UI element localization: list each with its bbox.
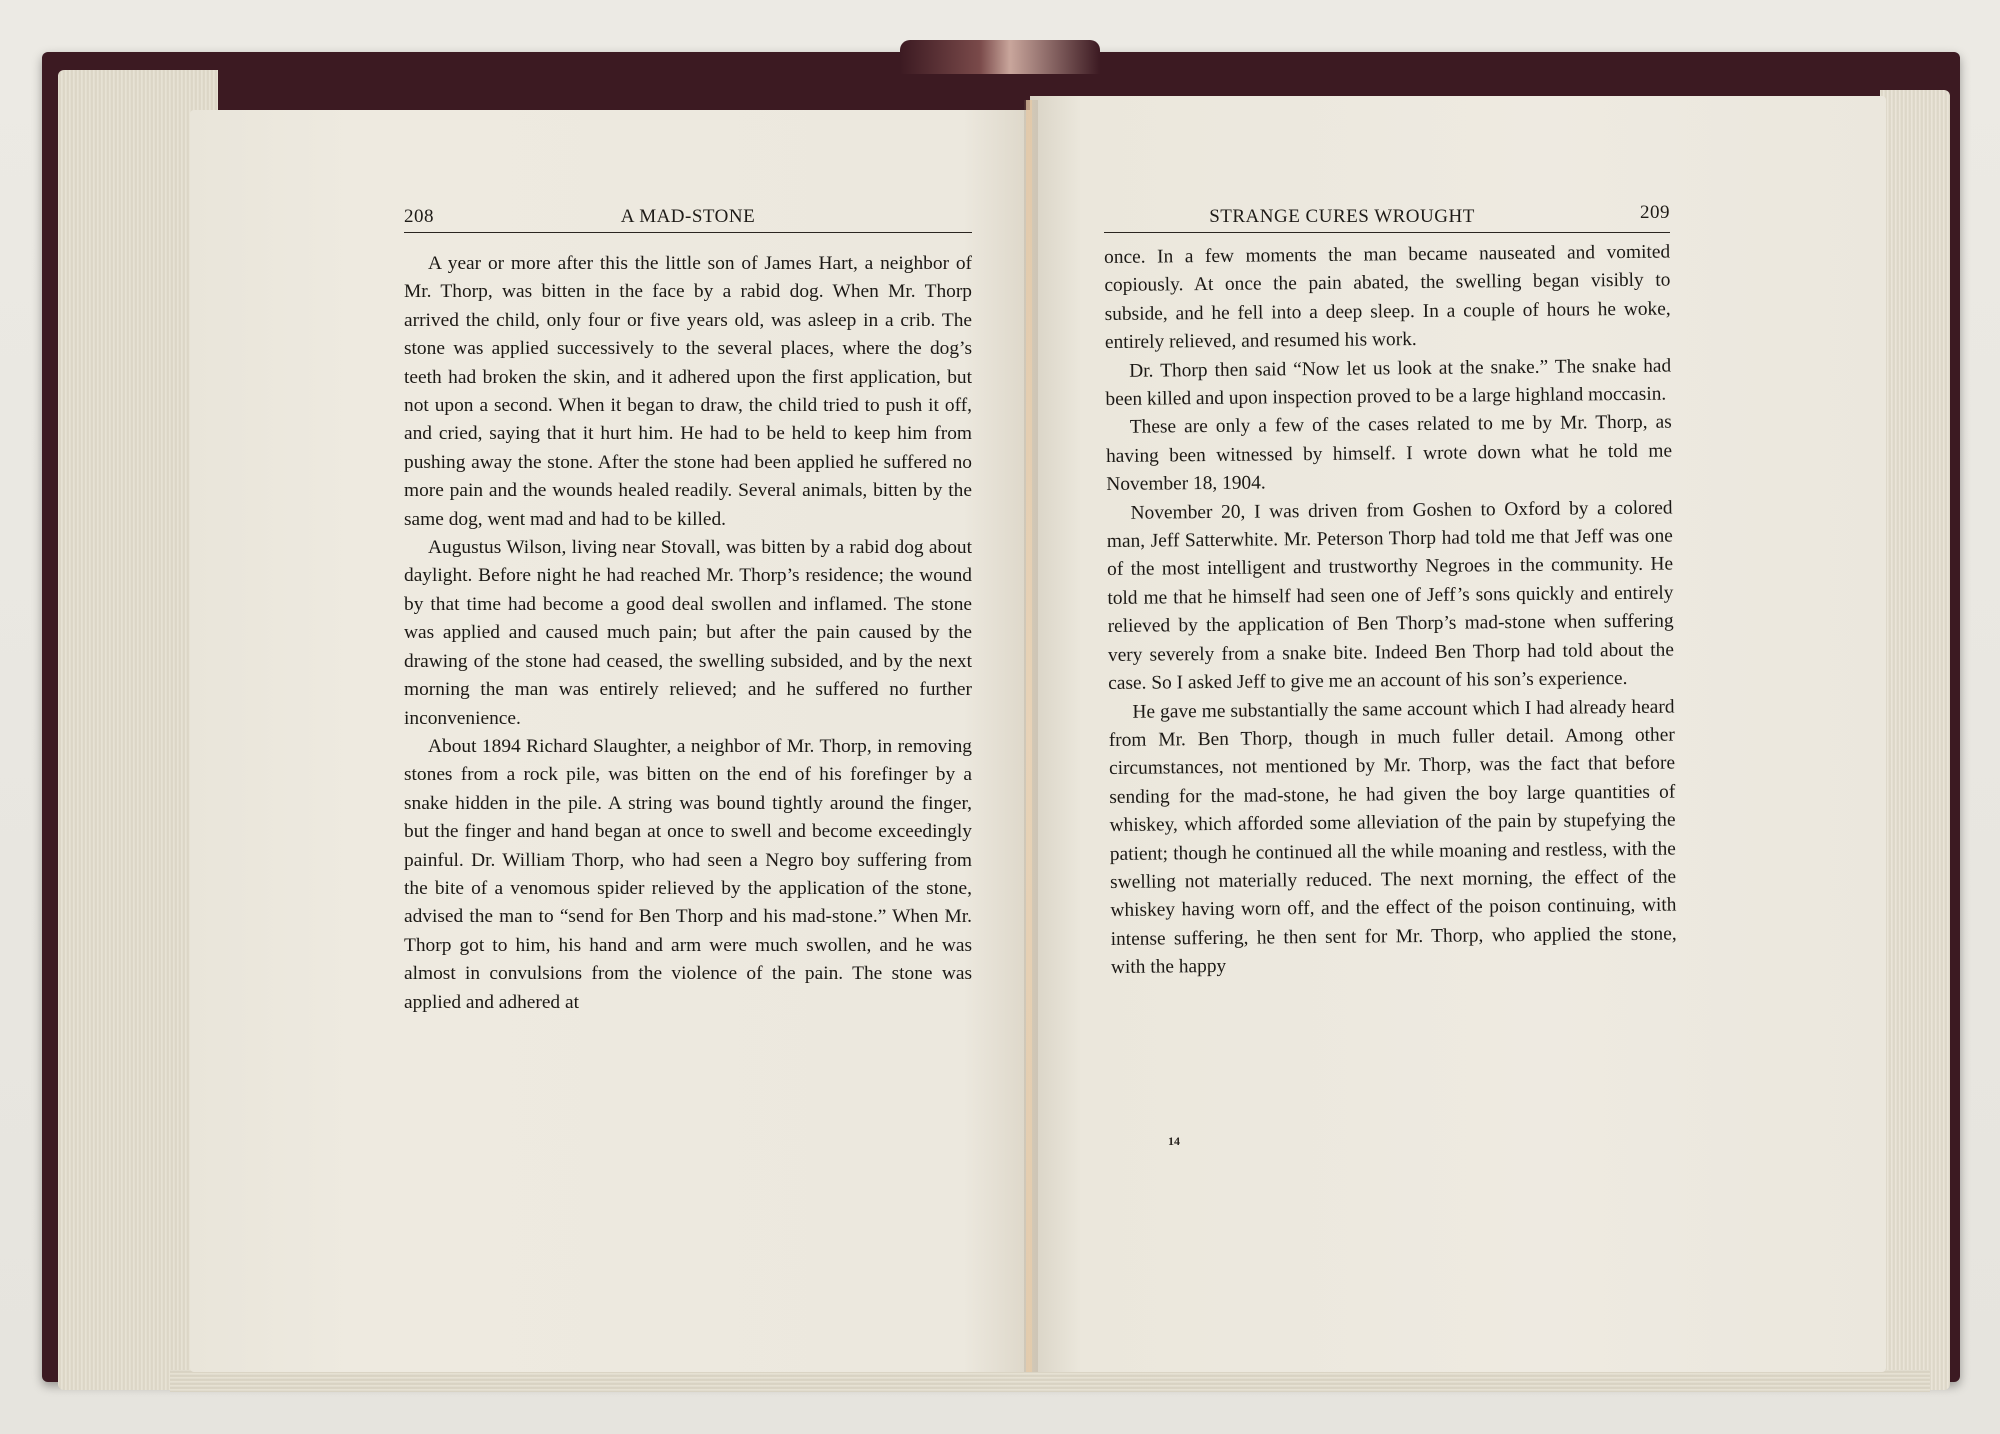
right-page-number: 209 [1640, 202, 1670, 223]
paragraph: About 1894 Richard Slaughter, a neighbor of Mr. Thorp, in removing stones from a rock pile, was bitten on the end of his forefinger by a snake hidden in the pile. A string was bound tightly around the finger, but the finger and hand began at once to swell and become exceedingly painful. Dr. William Thorp, who had seen a Negro boy suffering from the bite of a venomous spider relieved by the application of the stone, advised the man to “send for Ben Thorp and his mad-stone.” When Mr. Thorp got to him, his hand and arm were much swollen, and he was almost in convulsions from the violence of the pain. The stone was applied and adhered at [404, 735, 972, 1013]
bottom-page-edges [170, 1370, 1930, 1392]
right-page-body [1104, 239, 1677, 983]
left-running-head-title: A MAD-STONE [620, 206, 756, 227]
right-page-edges [1880, 90, 1950, 1390]
gutter-stain [1026, 100, 1032, 1372]
left-running-header [404, 206, 972, 233]
right-running-head-title: STRANGE CURES WROUGHT [1209, 206, 1475, 227]
paragraph: A year or more after this the little son of James Hart, a neighbor of Mr. Thorp, was bitten in the face by a rabid dog. When Mr. Thorp arrived the child, only four or five years old, was asleep in a crib. The stone was applied successively to the several places, where the dog’s teeth had broken the skin, and it adhered upon the first application, but not upon a second. When it began to draw, the child tried to push it off, and cried, saying that it hurt him. He had to be held to keep him from pushing away the stone. After the stone had been applied he suffered no more pain and the wounds healed readily. Several animals, bitten by the same dog, went mad and had to be killed. [404, 253, 972, 530]
paragraph: Dr. Thorp then said “Now let us look at the snake.” The snake had been killed and upon inspection proved to be a large highland moccasin. [1105, 355, 1672, 411]
paragraph: November 20, I was driven from Goshen to Oxford by a colored man, Jeff Satterwhite. Mr. Peterson Thorp had told me that Jeff was one of the most intelligent and trustworthy Negroes in the community. He told me that he himself had seen one of Jeff’s sons quickly and entirely relieved by the application of Ben Thorp’s mad-stone when suffering very severely from a snake bite. Indeed Ben Thorp had told about the case. So I asked Jeff to give me an account of his son’s experience. [1106, 497, 1675, 695]
book-spine-headband [900, 40, 1100, 74]
paragraph: once. In a few moments the man became nauseated and vomited copiously. At once the pain abated, the swelling began visibly to subside, and he fell into a deep sleep. In a couple of hours he woke, entirely relieved, and resumed his work. [1104, 241, 1671, 354]
right-running-header [1104, 202, 1670, 233]
paragraph: Augustus Wilson, living near Stovall, was bitten by a rabid dog about daylight. Before night he had reached Mr. Thorp’s residence; the wound by that time had become a good deal swollen and inflamed. The stone was applied and caused much pain; but after the pain caused by the drawing of the stone had ceased, the swelling subsided, and by the next morning the man was entirely relieved; and he suffered no further inconvenience. [404, 537, 972, 729]
left-page-body [404, 250, 972, 1017]
left-page-number: 208 [404, 206, 434, 227]
paragraph: He gave me substantially the same account which I had already heard from Mr. Ben Thorp, though in much fuller detail. Among other circumstances, not mentioned by Mr. Thorp, was the fact that before sending for the mad-stone, he had given the boy large quantities of whiskey, which afforded some alleviation of the pain by stupefying the patient; though he continued all the while moaning and restless, with the swelling not materially reduced. The next morning, the effect of the whiskey having worn off, and the effect of the poison continuing, with intense suffering, he then sent for Mr. Thorp, who applied the stone, with the happy [1108, 696, 1677, 979]
paragraph: These are only a few of the cases related to me by Mr. Thorp, as having been witnessed by himself. I wrote down what he told me November 18, 1904. [1105, 411, 1673, 496]
signature-mark: 14 [1168, 1134, 1180, 1148]
